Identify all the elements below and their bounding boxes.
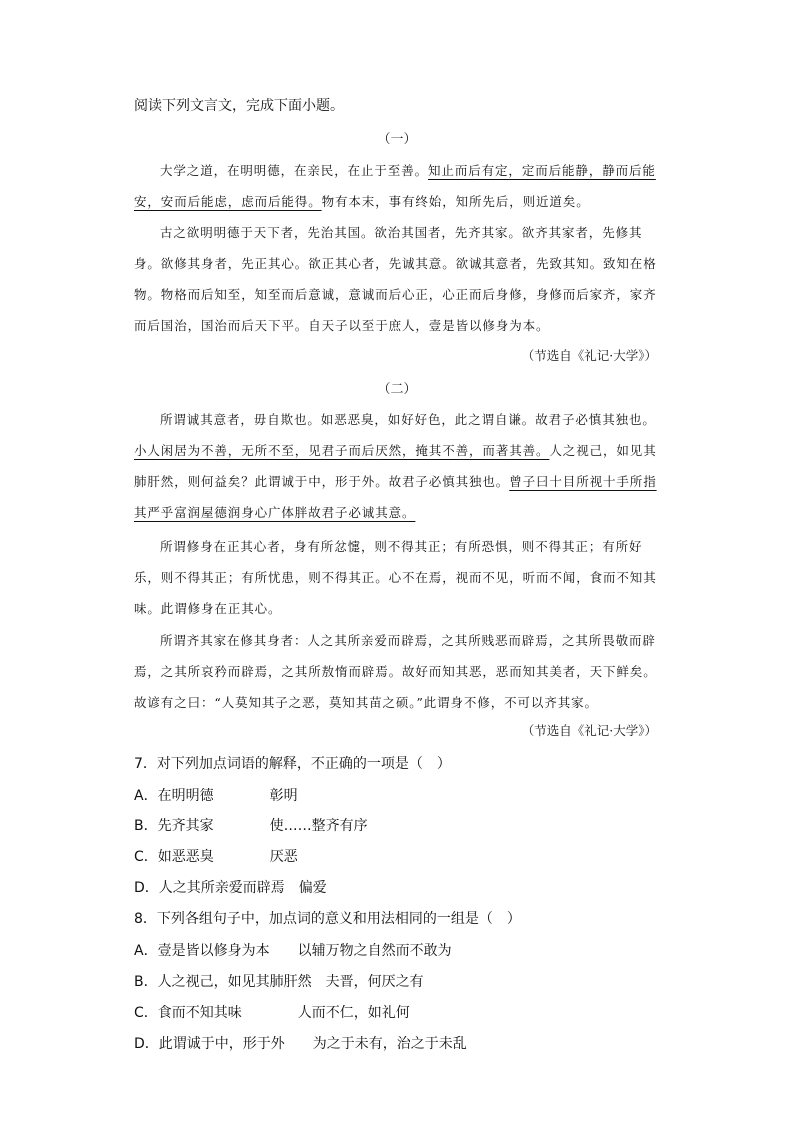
question-8-stem: 8．下列各组句子中，加点词的意义和用法相同的一组是（ ）: [134, 911, 521, 927]
question-7-stem: 7．对下列加点词语的解释，不正确的一项是（ ）: [134, 756, 451, 772]
passage-1-paragraph-1: [134, 155, 662, 217]
passage-2-source: （节选自《礼记·大学》）: [521, 723, 657, 738]
text-run: 大学之道，在明明德，在亲民，在止于至善。: [160, 163, 429, 178]
passage-2-paragraph-3: 所谓齐其家在修其身者：人之其所亲爱而辟焉，之其所贱恶而辟焉，之其所畏敬而辟焉，之其所哀矜而辟焉，之其所敖惰而辟焉。故好而知其恶，恶而知其美者，天下鲜矣。故谚有之曰：“人莫知其子之恶，莫知其苗之硕。”此谓身不修，不可以齐其家。: [134, 633, 657, 710]
question-8-option-d[interactable]: D．此谓诚于中，形于外 为之于未有，治之于未乱: [134, 1036, 467, 1052]
question-7-option-c[interactable]: C．如恶恶臭 厌恶: [134, 849, 298, 865]
passage-2-title: （二）: [377, 382, 417, 397]
passage-1-paragraph-2: 古之欲明明德于天下者，先治其国。欲治其国者，先齐其家。欲齐其家者，先修其身。欲修其身者，先正其心。欲正其心者，先诚其意。欲诚其意者，先致其知。致知在格物。物格而后知至，知至而后意诚，意诚而后心正，心正而后身修，身修而后家齐，家齐而后国治，国治而后天下平。自天子以至于庶人，壹是皆以修身为本。: [134, 225, 657, 333]
passage-2-paragraph-2: 所谓修身在正其心者，身有所忿懥，则不得其正；有所恐惧，则不得其正；有所好乐，则不得其正；有所忧患，则不得其正。心不在焉，视而不见，听而不闻，食而不知其味。此谓修身在正其心。: [134, 539, 657, 616]
instruction-text: 阅读下列文言文，完成下面小题。: [134, 98, 344, 114]
passage-1-title: （一）: [377, 132, 417, 147]
underlined-sentence: 小人闲居为不善，无所不至，见君子而后厌然，掩其不善，而著其善。: [134, 443, 550, 458]
text-run: 人之视己，如见其肺肝然，则何益矣？此谓诚于中，形于外。故君子必慎其独也。: [134, 443, 657, 489]
text-run: 物有本末，事有终始，知所先后，则近道矣。: [321, 194, 590, 209]
question-8-option-a[interactable]: A．壹是皆以修身为本 以辅万物之自然而不敢为: [134, 943, 452, 959]
question-7-option-b[interactable]: B．先齐其家 使……整齐有序: [134, 818, 368, 834]
passage-1-source: （节选自《礼记·大学》）: [521, 348, 657, 363]
question-7-option-a[interactable]: A．在明明德 彰明: [134, 788, 298, 804]
passage-2-paragraph-1: [134, 404, 662, 528]
text-run: 所谓诚其意者，毋自欺也。如恶恶臭，如好好色，此之谓自谦。故君子必慎其独也。: [160, 412, 656, 427]
underlined-sentence: 知止而后有定，定而后能静，静而后能安，安而后能虑，虑而后能得。: [134, 163, 656, 209]
underlined-unpunctuated-sentence: 曾子曰十目所视十手所指其严乎富润屋德润身心广体胖故君子必诚其意。: [134, 474, 657, 520]
question-7-option-d[interactable]: D．人之其所亲爱而辟焉 偏爱: [134, 880, 327, 896]
question-8-option-c[interactable]: C．食而不知其味 人而不仁，如礼何: [134, 1005, 410, 1021]
question-8-option-b[interactable]: B．人之视己，如见其肺肝然 夫晋，何厌之有: [134, 974, 424, 990]
